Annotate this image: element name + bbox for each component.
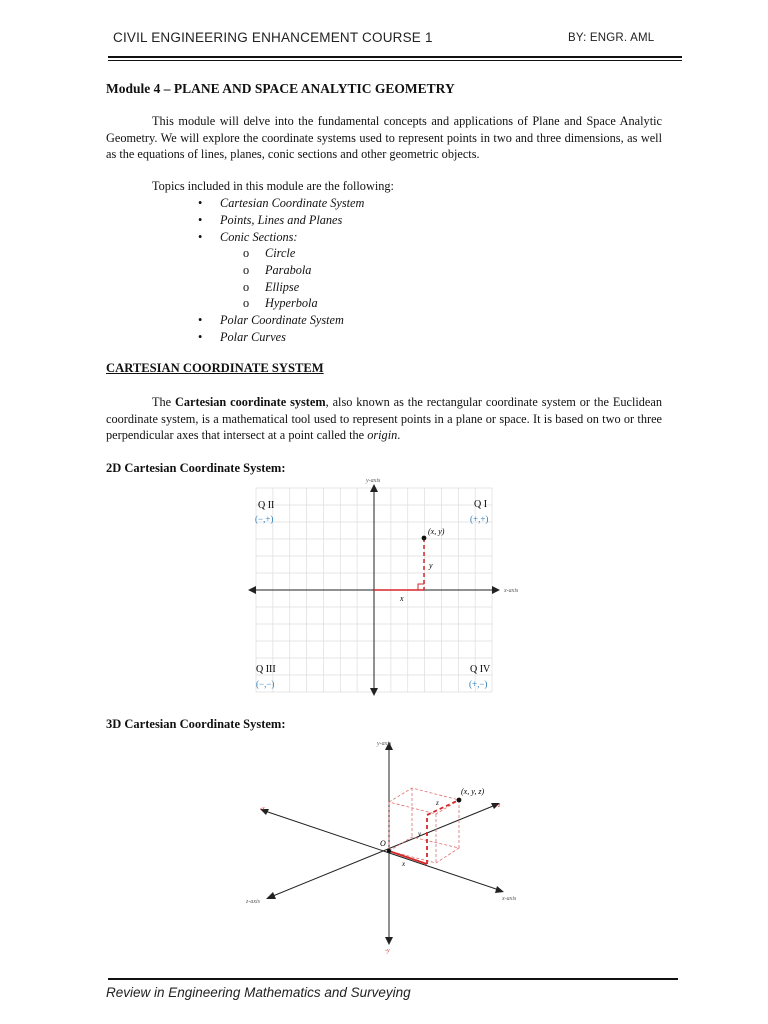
x-axis-line: [262, 810, 502, 891]
quadrant-2-signs: (−,+): [255, 514, 274, 524]
x-axis-left-arrow-icon: [248, 586, 256, 594]
point-marker: [457, 798, 462, 803]
list-item: [198, 213, 364, 230]
quadrant-4-signs: (+,−): [469, 679, 488, 689]
quadrant-4-label: Q IV: [470, 664, 491, 675]
section-heading: CARTESIAN COORDINATE SYSTEM: [106, 361, 324, 375]
x-axis-front-arrow-icon: [495, 886, 504, 893]
x-length-label: x: [402, 860, 406, 868]
header-rule-thick: [108, 56, 682, 58]
course-header: CIVIL ENGINEERING ENHANCEMENT COURSE 1: [113, 30, 433, 45]
list-item: [243, 263, 318, 280]
projection-box: [389, 788, 459, 863]
topic-label: Points, Lines and Planes: [220, 212, 343, 227]
list-item: [243, 296, 318, 313]
para-text: The: [152, 395, 176, 409]
quadrant-1-signs: (+,+): [470, 514, 489, 524]
para-text: , also known as the rectangular coordinate system or the Euclidean coordinate system, is a mathematical tool used to represent points in a plane or space. It is based on two or three perpendicular axes that intersect at a point called the: [106, 395, 663, 443]
origin-label: O: [380, 839, 386, 848]
topic-label: Polar Curves: [220, 329, 286, 344]
x-projection: [389, 851, 427, 864]
y-axis-down-arrow-icon: [385, 937, 393, 945]
topics-list: [198, 196, 364, 246]
fig2d-heading: 2D Cartesian Coordinate System:: [106, 461, 286, 475]
page-footer: Review in Engineering Mathematics and Surveying: [106, 985, 411, 1000]
topics-intro: Topics included in this module are the following:: [152, 179, 394, 193]
point-label: (x, y, z): [461, 787, 485, 796]
circle-bullet-icon: o: [243, 279, 250, 294]
quadrant-1-label: Q I: [474, 499, 488, 510]
cartesian-2d-diagram: [244, 476, 526, 700]
footer-rule: [108, 978, 678, 980]
quadrant-2-label: Q II: [258, 500, 275, 511]
y-length-label: y: [418, 830, 422, 838]
x-axis-label: x-axis: [502, 896, 517, 902]
bullet-icon: •: [198, 212, 203, 227]
list-item: [198, 330, 344, 347]
conic-label: Ellipse: [265, 279, 300, 294]
right-angle-marker: [418, 584, 424, 590]
z-length-label: z: [436, 799, 439, 807]
neg-y-label: -y: [385, 948, 390, 954]
list-item: [243, 280, 318, 297]
circle-bullet-icon: o: [243, 246, 250, 260]
intro-paragraph: [106, 113, 662, 163]
z-axis-label: z-axis: [246, 899, 260, 905]
author-header: BY: ENGR. AML: [568, 32, 655, 44]
list-item: [243, 246, 318, 263]
fig3d-heading: 3D Cartesian Coordinate System:: [106, 717, 286, 731]
x-length-label: x: [400, 594, 404, 603]
bullet-icon: •: [198, 229, 203, 244]
conics-sublist: [243, 246, 318, 313]
para-text: .: [397, 428, 401, 443]
intro-text: This module will delve into the fundamental concepts and applications of Plane and Space Analytic Geometry. We will explore the coordinate systems used to represent points in two and three dimensions, as well as the equations of lines, planes, conic sections and other geometric objects.: [106, 114, 662, 162]
quadrant-3-label: Q III: [256, 664, 276, 675]
quadrant-3-signs: (−,−): [256, 679, 275, 689]
bullet-icon: •: [198, 196, 203, 210]
term-bold: Cartesian coordinate system: [175, 395, 326, 409]
neg-z-label: -z: [496, 803, 501, 809]
y-axis-label: y-axis: [366, 478, 381, 484]
list-item: [198, 196, 364, 213]
topics-list-continued: [198, 313, 344, 347]
header-rule-thin: [108, 60, 682, 61]
conic-label: Parabola: [265, 262, 312, 277]
y-axis-label: y-axis: [377, 741, 392, 747]
topic-label: Cartesian Coordinate System: [220, 196, 365, 210]
cartesian-3d-diagram: [240, 738, 530, 960]
term-italic: origin: [367, 428, 398, 443]
origin-marker: [387, 849, 391, 853]
point-label: (x, y): [428, 527, 445, 536]
cartesian-paragraph: [106, 394, 662, 444]
x-axis-label: x-axis: [504, 588, 519, 594]
module-title: Module 4 – PLANE AND SPACE ANALYTIC GEOMETRY: [106, 81, 455, 96]
topic-label: Conic Sections:: [220, 229, 298, 244]
list-item: [198, 230, 364, 247]
conic-label: Circle: [265, 246, 296, 260]
circle-bullet-icon: o: [243, 262, 250, 277]
y-length-label: y: [429, 561, 433, 570]
topic-label: Polar Coordinate System: [220, 313, 344, 327]
point-marker: [422, 536, 427, 541]
neg-x-label: -x: [260, 806, 265, 812]
circle-bullet-icon: o: [243, 296, 250, 311]
z-axis-front-arrow-icon: [266, 892, 276, 899]
conic-label: Hyperbola: [265, 296, 318, 311]
bullet-icon: •: [198, 313, 203, 327]
x-axis-right-arrow-icon: [492, 586, 500, 594]
list-item: [198, 313, 344, 330]
bullet-icon: •: [198, 329, 203, 344]
